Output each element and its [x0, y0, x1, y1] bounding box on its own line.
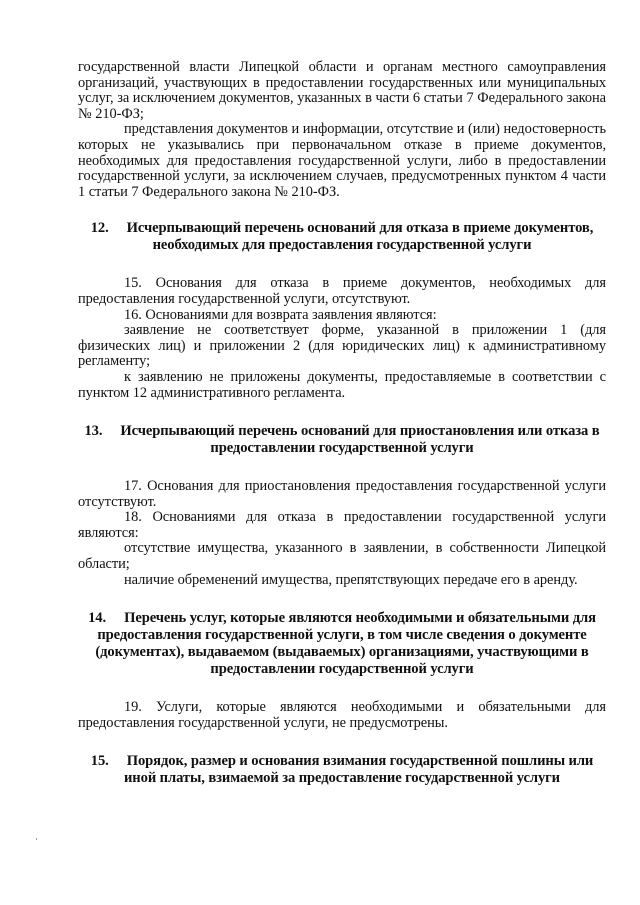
intro-paragraph: государственной власти Липецкой области и органам местного самоуправления организаций, участвующих в предоставлении государственных или муниципальных услуг, за исключением документов, указанных в части 6 статьи 7 Федерального закона № 210-ФЗ;	[78, 59, 606, 122]
intro-paragraph: представления документов и информации, отсутствие и (или) недостоверность которых не указывались при первоначальном отказе в приеме документов, необходимых для предоставления государственной услуги, либо в предоставлении государственной услуги, за исключением случаев, предусмотренных пунктом 4 части 1 статьи 7 Федерального закона № 210-ФЗ.	[78, 121, 606, 200]
paragraph: 15. Основания для отказа в приеме документов, необходимых для предоставления государственной услуги, отсутствуют.	[78, 275, 606, 307]
section-title: Порядок, размер и основания взимания государственной пошлины или иной платы, взимаемой за предоставление государственной услуги	[124, 753, 594, 787]
document-page	[78, 60, 606, 787]
paragraph: 18. Основаниями для отказа в предоставлении государственной услуги являются:	[78, 509, 606, 541]
section-number: 15.	[90, 753, 109, 770]
section-heading-14	[78, 610, 606, 678]
paragraph: 19. Услуги, которые являются необходимыми и обязательными для предоставления государственной услуги, не предусмотрены.	[78, 699, 606, 731]
section-title: Перечень услуг, которые являются необходимыми и обязательными для предоставления государственной услуги, в том числе сведения о документе (документах), выдаваемом (выдаваемых) организациями, участвующими в предоставлении государственной услуги	[95, 610, 596, 678]
section-heading-13	[78, 423, 606, 457]
paragraph: заявление не соответствует форме, указанной в приложении 1 (для физических лиц) и приложении 2 (для юридических лиц) к административному регламенту;	[78, 322, 606, 370]
paragraph: отсутствие имущества, указанного в заявлении, в собственности Липецкой области;	[78, 540, 606, 573]
section-number: 13.	[84, 423, 103, 440]
paragraph: наличие обременений имущества, препятствующих передаче его в аренду.	[124, 571, 578, 588]
section-body-13	[78, 479, 606, 588]
paragraph: 16. Основаниями для возврата заявления являются:	[124, 306, 437, 323]
section-number: 14.	[88, 610, 107, 627]
paragraph: 17. Основания для приостановления предоставления государственной услуги отсутствуют.	[78, 478, 606, 510]
paragraph: к заявлению не приложены документы, предоставляемые в соответствии с пунктом 12 административного регламента.	[78, 368, 606, 401]
section-number: 12.	[90, 220, 109, 237]
section-heading-12	[78, 220, 606, 254]
section-body-12	[78, 276, 606, 401]
section-heading-15	[78, 753, 606, 787]
section-body-14	[78, 700, 606, 731]
section-title: Исчерпывающий перечень оснований для отказа в приеме документов, необходимых для предоставления государственной услуги	[126, 220, 594, 254]
section-title: Исчерпывающий перечень оснований для приостановления или отказа в предоставлении государственной услуги	[120, 423, 600, 457]
scan-speck	[36, 838, 37, 840]
